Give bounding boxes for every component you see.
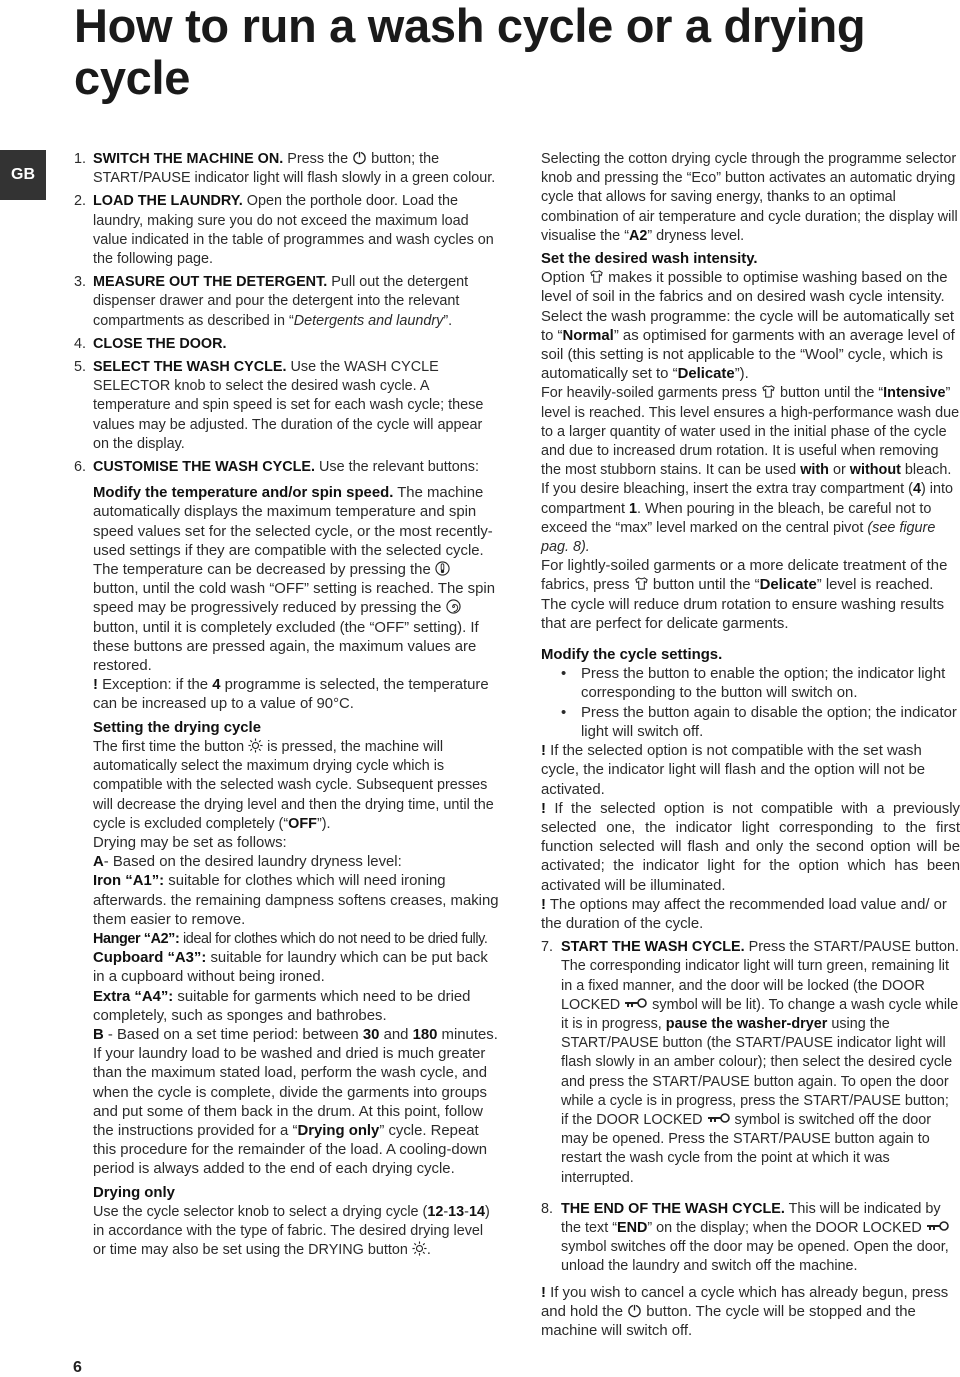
drying-only-heading: Drying only bbox=[93, 1184, 175, 1201]
drying-heading: Setting the drying cycle bbox=[93, 719, 261, 736]
right-column bbox=[541, 150, 960, 1341]
spin-icon bbox=[446, 599, 461, 614]
page-title: How to run a wash cycle or a drying cycle bbox=[74, 0, 866, 104]
key-icon bbox=[926, 1220, 950, 1232]
large-load-note: If your laundry load to be washed and dried is much greater than the maximum stated load, perform the wash cycle, and when the cycle is complete, divide the garments into groups and put some of them back in the drum. At this point, follow the instructions provided for a “Drying only” cycle. Repeat this procedure for the remainder of the load. A cooling-down period is always added to the end of each drying cycle. bbox=[93, 1046, 488, 1178]
intensity-heavy: For heavily-soiled garments press button until the “Intensive” level is reached. This level ensures a high-performance wash due to a larger quantity of water used in the initial phase of the cycle and due to increased drum rotation. It is useful when removing the most stubborn stains. It can be used with or without bleach. If you desire bleaching, insert the extra tray compartment (4) into compartment 1. When pouring in the bleach, be careful not to exceed the “max” level marked on the central pivot (see figure pag. 8). bbox=[541, 385, 960, 556]
step-detergent: 3. MEASURE OUT THE DETERGENT. Pull out the detergent dispenser drawer and pour the detergent into the relevant compartments as described in “Detergents and laundry”. bbox=[74, 274, 469, 329]
option-a: A- Based on the desired laundry dryness level: bbox=[93, 854, 402, 871]
modify-settings-heading: Modify the cycle settings. bbox=[541, 647, 723, 664]
step-load-laundry: 2. LOAD THE LAUNDRY. Open the porthole door. Load the laundry, making sure you do not exceed the maximum load value indicated in the table of programmes and wash cycles on the following page. bbox=[74, 193, 494, 268]
option-cupboard: Cupboard “A3”: suitable for laundry which can be put back in a cupboard without being ironed. bbox=[93, 950, 488, 986]
page-number: 6 bbox=[73, 1359, 82, 1376]
sun-drying-icon bbox=[248, 738, 263, 753]
bullet-disable: • Press the button again to disable the option; the indicator light will switch off. bbox=[561, 704, 957, 740]
sun-drying-icon bbox=[412, 1241, 427, 1256]
note-load: ! The options may affect the recommended load value and/ or the duration of the cycle. bbox=[541, 896, 947, 932]
bullet-enable: • Press the button to enable the option; the indicator light corresponding to the button will switch on. bbox=[561, 666, 946, 702]
eco-paragraph: Selecting the cotton drying cycle through the programme selector knob and pressing the “Eco” button activates an automatic drying cycle that allows for saving energy, thanks to an optimal combination of air temperature and cycle duration; the display will visualise the “A2” dryness level. bbox=[541, 151, 958, 244]
drying-only-text: Use the cycle selector knob to select a drying cycle (12-13-14) in accordance with the type of fabric. The desired drying level or time may also be set using the DRYING button . bbox=[93, 1203, 490, 1259]
exception-note: ! Exception: if the 4 programme is selected, the temperature can be increased up to a value of 90°C. bbox=[93, 677, 489, 713]
intensity-heading: Set the desired wash intensity. bbox=[541, 251, 758, 268]
shirt-icon bbox=[634, 576, 649, 591]
intensity-normal: Select the wash programme: the cycle will be automatically set to “Normal” as optimised for garments with an average level of soil (this setting is not applicable to the “Wool” cycle, which is automatically set to “Delicate”). bbox=[541, 308, 955, 383]
step-start: 7. START THE WASH CYCLE. Press the START/PAUSE button. The corresponding indicator light will turn green, remaining lit in a fixed manner, and the door will be locked (the DOOR LOCKED symbol will be lit). To change a wash cycle while it is in progress, pause the washer-dryer using the START/PAUSE button (the START/PAUSE indicator light will flash slowly in an amber colour); then select the desired cycle and press the START/PAUSE button again. To open the door while a cycle is in progress, press the START/PAUSE button; if the DOOR LOCKED symbol is switched off the door may be opened. Press the START/PAUSE button again to restart the wash cycle from the point at which it was interrupted. bbox=[541, 939, 959, 1186]
step-customise: 6. CUSTOMISE THE WASH CYCLE. Use the relevant buttons: bbox=[74, 459, 480, 476]
option-hanger: Hanger “A2”: ideal for clothes which do not need to be dried fully. bbox=[93, 930, 488, 947]
power-icon bbox=[352, 150, 367, 165]
language-tab: GB bbox=[0, 150, 46, 200]
intensity-light: For lightly-soiled garments or a more delicate treatment of the fabrics, press button until the “Delicate” level is reached. The cycle will reduce drum rotation to ensure washing results that are perfect for delicate garments. bbox=[541, 558, 948, 632]
key-icon bbox=[707, 1112, 731, 1124]
shirt-icon bbox=[589, 269, 604, 284]
step-switch-on: 1. SWITCH THE MACHINE ON. Press the button; the START/PAUSE indicator light will flash slowly in a green colour. bbox=[74, 151, 496, 187]
cancel-note: ! If you wish to cancel a cycle which has already begun, press and hold the button. The cycle will be stopped and the machine will switch off. bbox=[541, 1284, 949, 1339]
power-icon bbox=[627, 1303, 642, 1318]
thermometer-icon bbox=[435, 561, 450, 576]
step-select-cycle: 5. SELECT THE WASH CYCLE. Use the WASH CYCLE SELECTOR knob to select the desired wash cycle. A temperature and spin speed is set for each wash cycle; these values may be adjusted. The duration of the cycle will appear on the display. bbox=[74, 359, 484, 452]
note-incompatible-1: ! If the selected option is not compatible with the set wash cycle, the indicator light will flash and the option will not be activated. bbox=[541, 743, 926, 798]
option-b: B - Based on a set time period: between 30 and 180 minutes. bbox=[93, 1026, 498, 1043]
modify-temperature-section: Modify the temperature and/or spin speed. The machine automatically displays the maximum temperature and spin speed values set for the selected cycle, or the most recently-used settings if they are compatible with the selected cycle. The temperature can be decreased by pressing the button, until the cold wash “OFF” setting is reached. The spin speed may be progressively reduced by pressing the button, until it is completely excluded (the “OFF” setting). If these buttons are pressed again, the maximum values are restored. bbox=[93, 485, 495, 675]
step-end: 8. THE END OF THE WASH CYCLE. This will be indicated by the text “END” on the display; when the DOOR LOCKED symbol switches off the door may be opened. Open the door, unload the laundry and switch off the machine. bbox=[541, 1200, 949, 1275]
option-extra: Extra “A4”: suitable for garments which need to be dried completely, such as sponges and bathrobes. bbox=[93, 988, 471, 1024]
key-icon bbox=[624, 997, 648, 1009]
option-iron: Iron “A1”: suitable for clothes which will need ironing afterwards. the remaining dampness softens creases, making them easier to remove. bbox=[93, 873, 499, 928]
note-incompatible-2: ! If the selected option is not compatible with a previously selected one, the indicator light corresponding to the first function selected will flash and only the second option will be activated; the indicator light for the option which has been activated will be illuminated. bbox=[541, 800, 960, 894]
drying-description: The first time the button is pressed, the machine will automatically select the maximum drying cycle which is compatible with the selected wash cycle. Subsequent presses will decrease the drying level and then the drying time, until the cycle is excluded completely (“OFF”). bbox=[93, 738, 494, 832]
intensity-option: Option makes it possible to optimise washing based on the level of soil in the fabrics and on desired wash cycle intensity. bbox=[541, 270, 948, 306]
step-close-door: 4. CLOSE THE DOOR. bbox=[74, 335, 227, 352]
shirt-icon bbox=[761, 384, 776, 399]
drying-set-as: Drying may be set as follows: bbox=[93, 834, 287, 851]
left-column bbox=[74, 150, 499, 1260]
